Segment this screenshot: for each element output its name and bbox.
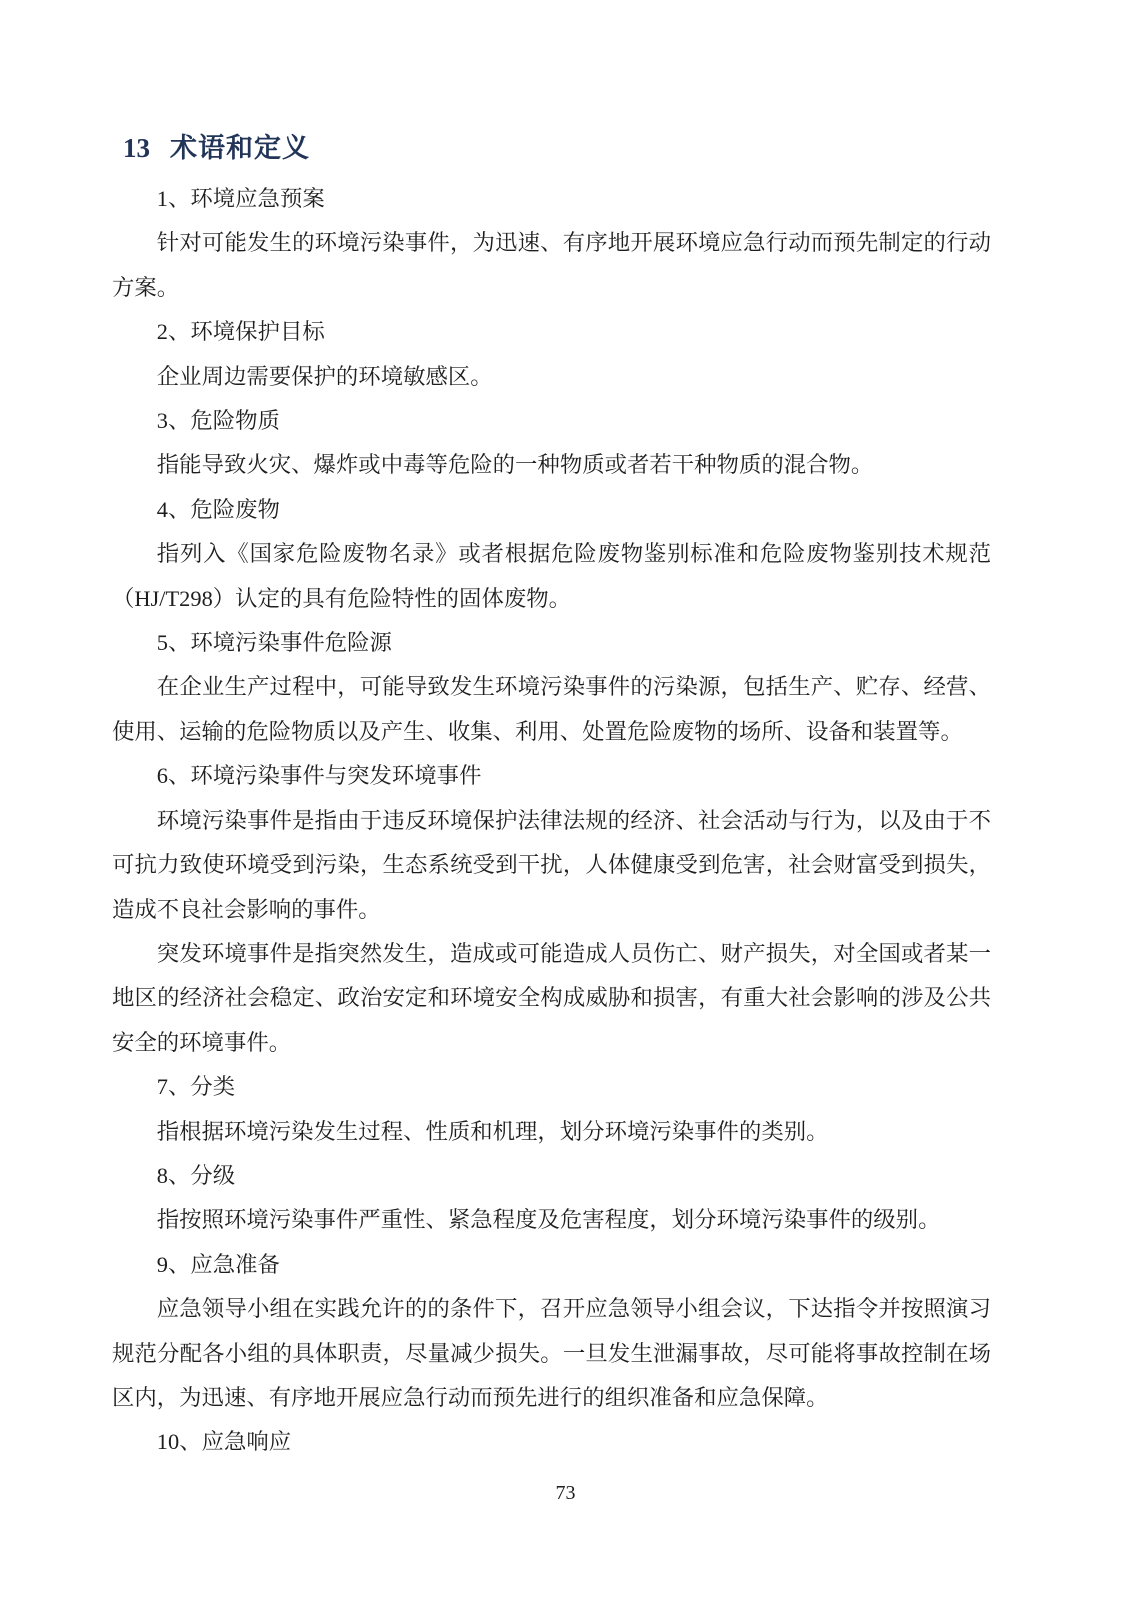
term-heading: 9、应急准备 xyxy=(156,1251,280,1277)
term-heading: 7、分类 xyxy=(156,1074,236,1100)
definition-paragraph: 针对可能发生的环境污染事件，为迅速、有序地开展环境应急行动而预先制定的行动方案。 xyxy=(112,230,991,300)
section-body xyxy=(112,177,991,1465)
definition-paragraph: 企业周边需要保护的环境敏感区。 xyxy=(156,363,493,389)
term-heading: 5、环境污染事件危险源 xyxy=(156,630,392,656)
definition-paragraph: 环境污染事件是指由于违反环境保护法律法规的经济、社会活动与行为，以及由于不可抗力致使环境受到污染，生态系统受到干扰，人体健康受到危害，社会财富受到损失，造成不良社会影响的事件。 xyxy=(112,807,991,922)
term-heading: 1、环境应急预案 xyxy=(156,186,325,211)
section-title: 术语和定义 xyxy=(170,133,310,163)
definition-paragraph: 指能导致火灾、爆炸或中毒等危险的一种物质或者若干种物质的混合物。 xyxy=(156,452,874,478)
section-number: 13 xyxy=(123,133,150,163)
term-heading: 3、危险物质 xyxy=(156,408,280,434)
term-heading: 6、环境污染事件与突发环境事件 xyxy=(156,763,482,789)
definition-paragraph: 应急领导小组在实践允许的的条件下，召开应急领导小组会议，下达指令并按照演习规范分配各小组的具体职责，尽量减少损失。一旦发生泄漏事故，尽可能将事故控制在场区内，为迅速、有序地开展应急行动而预先进行的组织准备和应急保障。 xyxy=(112,1296,991,1410)
term-heading: 8、分级 xyxy=(156,1162,236,1188)
term-heading: 10、应急响应 xyxy=(156,1429,292,1455)
definition-paragraph: 突发环境事件是指突然发生，造成或可能造成人员伤亡、财产损失，对全国或者某一地区的经济社会稳定、政治安定和环境安全构成威胁和损害，有重大社会影响的涉及公共安全的环境事件。 xyxy=(112,940,991,1055)
page-number: 73 xyxy=(555,1482,576,1504)
definition-paragraph: 在企业生产过程中，可能导致发生环境污染事件的污染源，包括生产、贮存、经营、使用、运输的危险物质以及产生、收集、利用、处置危险废物的场所、设备和装置等。 xyxy=(112,674,991,744)
page-footer xyxy=(0,1482,1131,1505)
section-heading xyxy=(112,130,991,166)
definition-paragraph: 指根据环境污染发生过程、性质和机理，划分环境污染事件的类别。 xyxy=(156,1118,829,1144)
term-heading: 2、环境保护目标 xyxy=(156,319,325,345)
term-heading: 4、危险废物 xyxy=(156,496,280,522)
definition-paragraph: 指列入《国家危险废物名录》或者根据危险废物鉴别标准和危险废物鉴别技术规范（HJ/T298）认定的具有危险特性的固体废物。 xyxy=(112,541,991,611)
definition-paragraph: 指按照环境污染事件严重性、紧急程度及危害程度，划分环境污染事件的级别。 xyxy=(156,1207,941,1233)
